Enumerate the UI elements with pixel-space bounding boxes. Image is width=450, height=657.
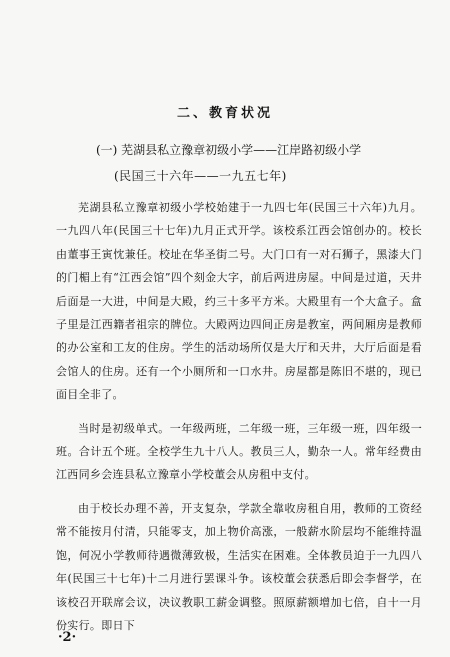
page-number: ·2· bbox=[58, 630, 77, 645]
subsection-date-range: (民国三十六年——一九五七年) bbox=[114, 169, 287, 183]
subsection-heading: (一) 芜湖县私立豫章初级小学——江岸路初级小学 bbox=[96, 143, 362, 157]
body-text bbox=[56, 196, 422, 647]
paragraph-salary: 由于校长办理不善，开支复杂，学款全靠收房租自用，教师的工资经常不能按月付清，只能零支，加上物价高涨，一般薪水阶层均不能维持温饱，何况小学教师待遇微薄致极，生活实在困难。全体教员迫于一九四八年(民国三十七年)十二月进行罢课斗争。该校董会获悉后即会李督学，在该校召开联席会议，决议教职工薪金调整。照原薪额增加七倍，自十一月份实行。即日下 bbox=[56, 501, 422, 632]
paragraph-classes: 当时是初级单式。一年级两班，二年级一班，三年级一班，四年级一班。合计五个班。全校学生九十八人。教员三人，勤杂一人。常年经费由江西同乡会连县私立豫章小学校董会从房租中支付。 bbox=[56, 421, 422, 482]
paragraph-history: 芜湖县私立豫章初级小学校始建于一九四七年(民国三十六年)九月。一九四八年(民国三十七年)九月正式开学。该校系江西会馆创办的。校长由董事王寅忱兼任。校址在华圣街二号。大门口有一对石狮子，黑漆大门的门楣上有“江西会馆”四个刻金大字，前后两进房屋。中间是过道，天井后面是一大进，中间是大殿，约三十多平方米。大殿里有一个大盒子。盒子里是江西籍者祖宗的牌位。大殿两边四间正房是教室，两间厢房是教师的办公室和工友的住房。学生的活动场所仅是大厅和天井，大厅后面是看会馆人的住房。还有一个小厕所和一口水井。房屋都是陈旧不堪的，现已面目全非了。 bbox=[56, 201, 422, 402]
section-title: 二、教育状况 bbox=[176, 106, 273, 121]
